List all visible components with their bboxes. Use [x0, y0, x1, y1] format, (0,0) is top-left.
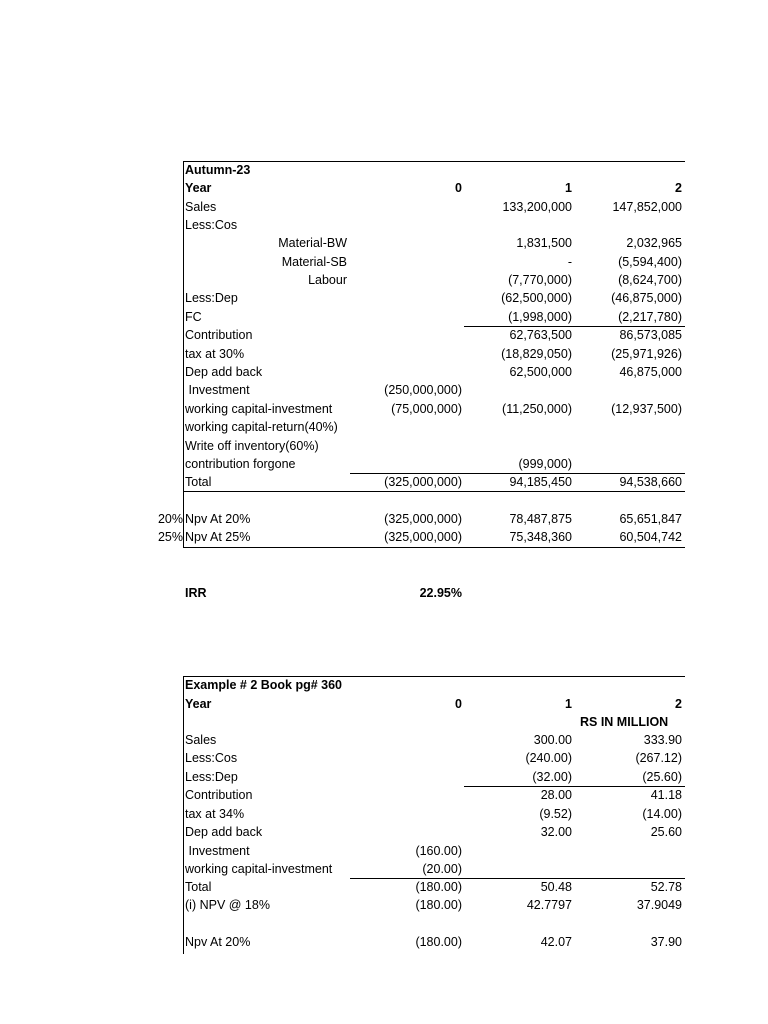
table-row: [0, 381, 768, 399]
cell-year-2: (8,624,700): [618, 273, 682, 287]
cell-year-1: 50.48: [540, 880, 572, 894]
cell-year-0: (180.00): [415, 898, 462, 912]
cell-year-1: 300.00: [533, 733, 572, 747]
irr-label: IRR: [185, 586, 207, 600]
cell-year-1: (18,829,050): [501, 347, 572, 361]
cell-year-1: 62,500,000: [509, 365, 572, 379]
row-label: Npv At 20%: [185, 512, 251, 526]
cell-year-1: (32.00): [532, 770, 572, 784]
cell-year-1: 75,348,360: [509, 530, 572, 544]
row-label: Less:Dep: [185, 770, 238, 784]
row-label: Sales: [185, 733, 217, 747]
cell-year-2: 46,875,000: [619, 365, 682, 379]
cell-year-0: (325,000,000): [384, 475, 462, 489]
cell-year-0: (325,000,000): [384, 530, 462, 544]
table-row: [0, 345, 768, 363]
cell-year-2: 333.90: [643, 733, 682, 747]
cell-year-2: (46,875,000): [611, 291, 682, 305]
cell-year-2: 65,651,847: [619, 512, 682, 526]
row-label: Material-BW: [278, 236, 347, 250]
cell-year-0: (180.00): [415, 935, 462, 949]
year-2: 2: [675, 181, 682, 195]
row-label: Material-SB: [281, 255, 347, 269]
table-row: [0, 878, 768, 896]
table-row: [0, 418, 768, 436]
row-label: Less:Cos: [185, 751, 238, 765]
table-row: [0, 216, 768, 234]
cell-year-2: (5,594,400): [618, 255, 682, 269]
table-row: [0, 933, 768, 951]
cell-year-1: (999,000): [518, 457, 572, 471]
year-0: 0: [455, 181, 462, 195]
cell-year-0: (325,000,000): [384, 512, 462, 526]
table-row: [0, 363, 768, 381]
table-row: [0, 271, 768, 289]
cell-year-1: 133,200,000: [502, 200, 572, 214]
cell-year-0: (20.00): [422, 862, 462, 876]
cell-year-1: (62,500,000): [501, 291, 572, 305]
cell-year-2: (14.00): [642, 807, 682, 821]
row-label: tax at 34%: [185, 807, 245, 821]
cell-year-2: 37.90: [650, 935, 682, 949]
row-label: Total: [185, 880, 212, 894]
unit-label: RS IN MILLION: [580, 715, 669, 729]
table-row: [0, 400, 768, 418]
cell-year-2: 25.60: [650, 825, 682, 839]
table1-bottom-border: [183, 547, 685, 548]
row-label: Dep add back: [185, 365, 263, 379]
npv-row: [0, 510, 768, 528]
row-label: contribution forgone: [185, 457, 296, 471]
table-row: [0, 234, 768, 252]
row-label: Npv At 20%: [185, 935, 251, 949]
table-row: [0, 731, 768, 749]
table2-title-row: [0, 676, 768, 694]
table-row: [0, 823, 768, 841]
cell-year-1: 62,763,500: [509, 328, 572, 342]
cell-year-2: 41.18: [650, 788, 682, 802]
irr-value: 22.95%: [419, 586, 462, 600]
row-label: Contribution: [185, 328, 253, 342]
row-label: working capital-investment: [185, 402, 333, 416]
cell-year-2: 94,538,660: [619, 475, 682, 489]
row-label: tax at 30%: [185, 347, 245, 361]
cell-year-1: (9.52): [539, 807, 572, 821]
table-row: [0, 786, 768, 804]
cell-year-2: (25,971,926): [611, 347, 682, 361]
irr-row: [0, 584, 768, 602]
row-label: FC: [185, 310, 202, 324]
table-row: [0, 198, 768, 216]
row-label: Investment: [185, 844, 250, 858]
cell-year-1: 28.00: [540, 788, 572, 802]
cell-year-1: 42.7797: [526, 898, 572, 912]
cell-year-0: (75,000,000): [391, 402, 462, 416]
npv-row: [0, 528, 768, 546]
table-row: [0, 326, 768, 344]
cell-year-0: (180.00): [415, 880, 462, 894]
cell-year-2: 2,032,965: [626, 236, 682, 250]
cell-year-2: (267.12): [635, 751, 682, 765]
cell-year-2: (25.60): [642, 770, 682, 784]
table1-header-row: [0, 179, 768, 197]
cell-year-0: (250,000,000): [384, 383, 462, 397]
table-row: [0, 860, 768, 878]
year-2: 2: [675, 697, 682, 711]
rate-percent: 25%: [157, 530, 183, 544]
cell-year-2: (2,217,780): [618, 310, 682, 324]
table-row: [0, 455, 768, 473]
row-label: Npv At 25%: [185, 530, 251, 544]
table-row: [0, 749, 768, 767]
row-label: (i) NPV @ 18%: [185, 898, 270, 912]
row-label: Less:Cos: [185, 218, 238, 232]
cell-year-1: (7,770,000): [508, 273, 572, 287]
table-row: [0, 473, 768, 491]
table2-header-row: [0, 695, 768, 713]
table-row: [0, 308, 768, 326]
year-label: Year: [185, 697, 212, 711]
row-label: Write off inventory(60%): [185, 439, 319, 453]
row-label: working capital-return(40%): [185, 420, 338, 434]
table-row: [0, 253, 768, 271]
table2-title: Example # 2 Book pg# 360: [185, 678, 343, 692]
cell-year-2: (12,937,500): [611, 402, 682, 416]
row-label: Contribution: [185, 788, 253, 802]
cell-year-2: 147,852,000: [612, 200, 682, 214]
row-label: Investment: [185, 383, 250, 397]
cell-year-1: 32.00: [540, 825, 572, 839]
table-row: [0, 805, 768, 823]
table-row: [0, 842, 768, 860]
row-label: Less:Dep: [185, 291, 238, 305]
total-bottom-border: [183, 491, 685, 492]
year-0: 0: [455, 697, 462, 711]
cell-year-1: (240.00): [525, 751, 572, 765]
year-label: Year: [185, 181, 212, 195]
cell-year-2: 86,573,085: [619, 328, 682, 342]
table-row: [0, 768, 768, 786]
row-label: Sales: [185, 200, 217, 214]
cell-year-2: 52.78: [650, 880, 682, 894]
table-row: [0, 437, 768, 455]
table-row: [0, 289, 768, 307]
row-label: Total: [185, 475, 212, 489]
cell-year-1: 42.07: [540, 935, 572, 949]
year-1: 1: [565, 697, 572, 711]
table1-title: Autumn-23: [185, 163, 251, 177]
table-row: [0, 896, 768, 914]
cell-year-2: 60,504,742: [619, 530, 682, 544]
row-label: Labour: [308, 273, 347, 287]
row-label: Dep add back: [185, 825, 263, 839]
unit-row: [0, 713, 768, 731]
cell-year-1: -: [567, 255, 572, 269]
row-label: working capital-investment: [185, 862, 333, 876]
year-1: 1: [565, 181, 572, 195]
cell-year-1: 78,487,875: [509, 512, 572, 526]
cell-year-2: 37.9049: [636, 898, 682, 912]
rate-percent: 20%: [157, 512, 183, 526]
cell-year-1: (11,250,000): [502, 402, 572, 416]
cell-year-0: (160.00): [415, 844, 462, 858]
cell-year-1: 1,831,500: [516, 236, 572, 250]
cell-year-1: (1,998,000): [508, 310, 572, 324]
table1-title-row: [0, 161, 768, 179]
cell-year-1: 94,185,450: [509, 475, 572, 489]
